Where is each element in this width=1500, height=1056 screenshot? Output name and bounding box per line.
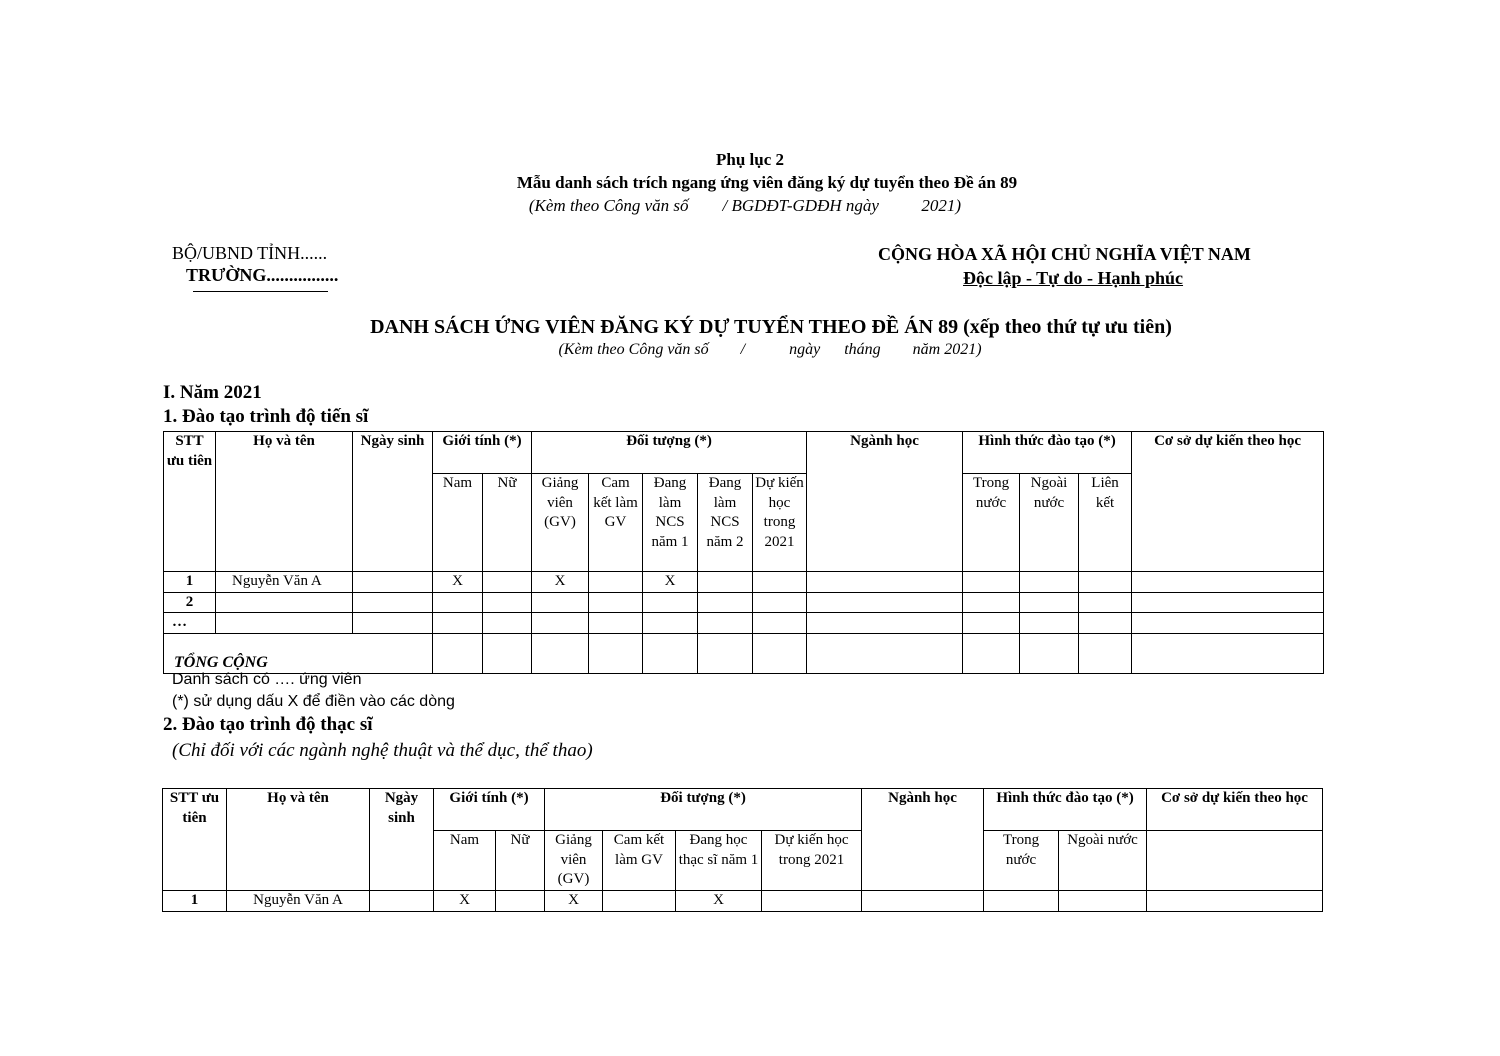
row-name: Nguyễn Văn A [227, 890, 370, 911]
row-major [807, 572, 963, 593]
row-domestic [984, 890, 1059, 911]
masters-candidates-table [162, 788, 1323, 912]
row-stt: … [164, 613, 216, 634]
row-institution [1132, 572, 1324, 593]
header-plan-2021: Dự kiến học trong 2021 [753, 474, 807, 572]
row-name [216, 613, 353, 634]
doctorate-candidates-table [163, 431, 1324, 674]
row-major [862, 890, 984, 911]
row-ncs-year-2 [698, 572, 753, 593]
header-major: Ngành học [862, 789, 984, 891]
header-target: Đối tượng (*) [545, 789, 862, 831]
header-masters-year-1: Đang học thạc sĩ năm 1 [676, 831, 762, 891]
header-commit: Cam kết làm GV [589, 474, 643, 572]
header-target: Đối tượng (*) [532, 432, 807, 474]
masters-scope-note: (Chỉ đối với các ngành nghệ thuật và thể dục, thể thao) [172, 740, 593, 761]
header-abroad: Ngoài nước [1020, 474, 1079, 572]
header-lecturer: Giảng viên (GV) [532, 474, 589, 572]
table-row [163, 890, 1323, 911]
header-institution-blank [1147, 831, 1323, 891]
row-abroad [1020, 572, 1079, 593]
header-joint: Liên kết [1079, 474, 1132, 572]
header-training-mode: Hình thức đào tạo (*) [963, 432, 1132, 474]
row-masters-year-1: X [676, 890, 762, 911]
country-name: CỘNG HÒA XÃ HỘI CHỦ NGHĨA VIỆT NAM [878, 244, 1251, 264]
row-plan-2021 [753, 572, 807, 593]
table-row [164, 592, 1324, 613]
header-male: Nam [433, 474, 483, 572]
header-institution: Cơ sở dự kiến theo học [1132, 432, 1324, 572]
list-note: (Kèm theo Công văn số / ngày tháng năm 2021) [558, 341, 982, 358]
header-lecturer: Giảng viên (GV) [545, 831, 603, 891]
header-gender: Giới tính (*) [434, 789, 545, 831]
row-institution [1147, 890, 1323, 911]
list-title: DANH SÁCH ỨNG VIÊN ĐĂNG KÝ DỰ TUYỂN THEO ĐỀ ÁN 89 (xếp theo thứ tự ưu tiên) [370, 316, 1172, 338]
header-male: Nam [434, 831, 496, 891]
row-stt: 2 [164, 592, 216, 613]
row-lecturer: X [545, 890, 603, 911]
row-name [216, 592, 353, 613]
section-heading-year: I. Năm 2021 [163, 382, 262, 403]
row-commit [589, 572, 643, 593]
school-label: TRƯỜNG................ [186, 265, 339, 285]
row-abroad [1059, 890, 1147, 911]
section-heading-doctorate: 1. Đào tạo trình độ tiến sĩ [163, 406, 369, 427]
header-domestic: Trong nước [963, 474, 1020, 572]
appendix-title: Phụ lục 2 [715, 150, 785, 169]
total-label: TỔNG CỘNG [164, 633, 433, 673]
header-gender: Giới tính (*) [433, 432, 532, 474]
header-training-mode: Hình thức đào tạo (*) [984, 789, 1147, 831]
section-heading-masters: 2. Đào tạo trình độ thạc sĩ [163, 714, 373, 735]
row-domestic [963, 572, 1020, 593]
row-commit [603, 890, 676, 911]
header-stt: STT ưu tiên [163, 789, 227, 891]
header-female: Nữ [483, 474, 532, 572]
row-lecturer: X [532, 572, 589, 593]
row-male: X [434, 890, 496, 911]
row-stt: 1 [163, 890, 227, 911]
header-ncs-year-2: Đang làm NCS năm 2 [698, 474, 753, 572]
header-ncs-year-1: Đang làm NCS năm 1 [643, 474, 698, 572]
appendix-subtitle: Mẫu danh sách trích ngang ứng viên đăng ký dự tuyển theo Đề án 89 [516, 173, 1018, 192]
header-abroad: Ngoài nước [1059, 831, 1147, 891]
header-name: Họ và tên [227, 789, 370, 891]
header-institution: Cơ sở dự kiến theo học [1147, 789, 1323, 831]
national-motto: Độc lập - Tự do - Hạnh phúc [963, 268, 1184, 288]
header-plan-2021: Dự kiến học trong 2021 [762, 831, 862, 891]
total-row [164, 633, 1324, 673]
header-major: Ngành học [807, 432, 963, 572]
row-female [496, 890, 545, 911]
row-joint [1079, 572, 1132, 593]
row-stt: 1 [164, 572, 216, 593]
header-dob: Ngày sinh [370, 789, 434, 891]
candidate-count-note: Danh sách có …. ứng viên [172, 671, 362, 688]
header-commit: Cam kết làm GV [603, 831, 676, 891]
row-female [483, 572, 532, 593]
table-row [164, 572, 1324, 593]
x-mark-note: (*) sử dụng dấu X để điền vào các dòng [172, 693, 455, 710]
row-male: X [433, 572, 483, 593]
header-dob: Ngày sinh [353, 432, 433, 572]
row-dob [370, 890, 434, 911]
ministry-label: BỘ/UBND TỈNH...... [172, 243, 328, 263]
header-name: Họ và tên [216, 432, 353, 572]
row-name: Nguyễn Văn A [216, 572, 353, 593]
header-stt: STT ưu tiên [164, 432, 216, 572]
header-female: Nữ [496, 831, 545, 891]
appendix-note: (Kèm theo Công văn số / BGDĐT-GDĐH ngày 2021) [528, 196, 962, 215]
school-underline [193, 291, 328, 292]
row-ncs-year-1: X [643, 572, 698, 593]
row-dob [353, 572, 433, 593]
row-plan-2021 [762, 890, 862, 911]
table-row [164, 613, 1324, 634]
header-domestic: Trong nước [984, 831, 1059, 891]
